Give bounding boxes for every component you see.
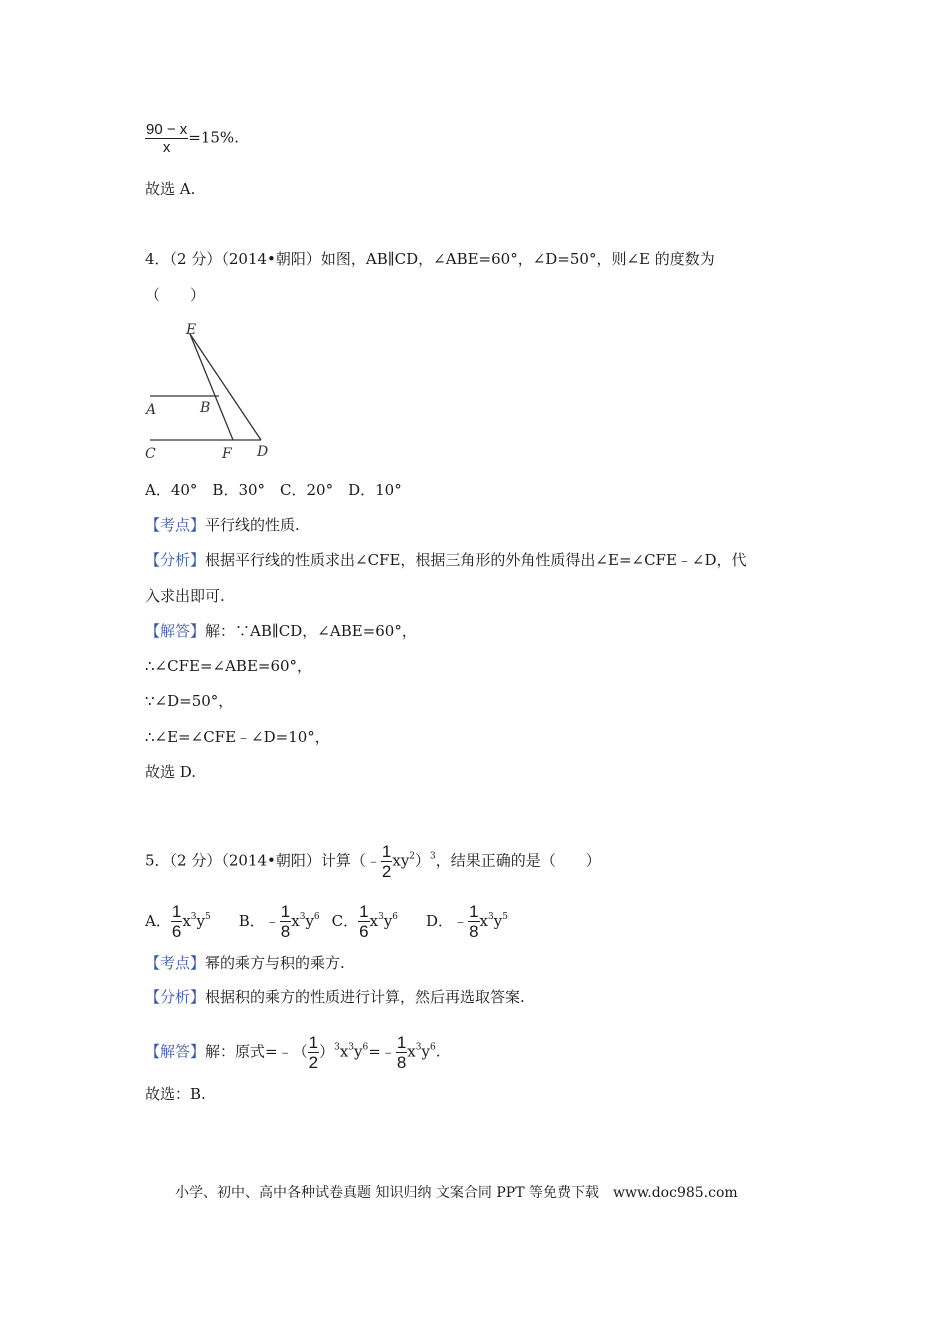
q4-answer: 故选 D.	[145, 763, 197, 781]
q3-answer: 故选 A.	[145, 180, 196, 198]
q4-step-2: ∵∠D=50°，	[145, 692, 234, 710]
q5-kaodian: 【考点】幂的乘方与积的乘方.	[145, 954, 345, 972]
q4-options: A．40° B．30° C．20° D．10°	[145, 481, 402, 499]
page-footer: 小学、初中、高中各种试卷真题 知识归纳 文案合同 PPT 等免费下载 www.doc985.com	[175, 1185, 738, 1201]
fraction: $\frac{1}{8}$	[396, 1033, 407, 1072]
q4-jieda: 【解答】解：∵AB∥CD，∠ABE=60°，	[145, 622, 417, 640]
segment-ef	[190, 334, 233, 440]
q4-geometry-figure	[140, 318, 280, 466]
q5-fenxi: 【分析】根据积的乘方的性质进行计算，然后再选取答案.	[145, 988, 525, 1006]
q4-fenxi: 【分析】根据平行线的性质求出∠CFE，根据三角形的外角性质得出∠E=∠CFE﹣∠D，代	[145, 551, 747, 569]
option-a: A． $\frac{1}{6}$ $x^3y^5$	[145, 902, 211, 941]
q4-answer-paren: （ ）	[145, 286, 206, 304]
label-c: C	[145, 446, 156, 462]
option-d: D．﹣ $\frac{1}{8}$ $x^3y^5$	[426, 902, 508, 941]
fraction: $\frac{1}{2}$	[308, 1033, 319, 1072]
q5-jieda: 【解答】解：原式=﹣（ $\frac{1}{2}$ ）$^3x^3y^6=﹣$ $\frac{1}{8}$ $x^3y^6$.	[145, 1033, 441, 1072]
option-b: B．﹣ $\frac{1}{8}$ $x^3y^6$	[238, 902, 320, 941]
q5-answer: 故选：B.	[145, 1085, 206, 1103]
q3-fraction-line: $\frac{90 - x}{x}$ =15%.	[146, 121, 239, 156]
q5-stem: 5．（2 分）（2014•朝阳）计算（﹣ $\frac{1}{2}$ $xy^2)^3$，结果正确的是（ ）	[145, 842, 601, 881]
q4-step-3: ∴∠E=∠CFE﹣∠D=10°，	[145, 728, 330, 746]
fenxi-tag: 【分析】	[145, 551, 206, 569]
fenxi-tag: 【分析】	[145, 988, 206, 1006]
option-c: C． $\frac{1}{6}$ $x^3y^6$	[331, 902, 399, 941]
fraction: $\frac{90 - x}{x}$	[146, 121, 188, 156]
q4-fenxi-cont: 入求出即可.	[145, 587, 225, 605]
q4-step-1: ∴∠CFE=∠ABE=60°，	[145, 657, 313, 675]
q5-options	[145, 903, 508, 940]
label-b: B	[200, 400, 211, 416]
jieda-tag: 【解答】	[145, 1042, 206, 1061]
kaodian-tag: 【考点】	[145, 954, 206, 972]
q4-kaodian: 【考点】平行线的性质.	[145, 516, 300, 534]
label-e: E	[186, 322, 197, 338]
label-d: D	[257, 444, 269, 460]
segment-ed	[190, 334, 261, 440]
fraction: $\frac{1}{2}$	[381, 842, 392, 881]
label-f: F	[222, 446, 232, 462]
q4-stem: 4．（2 分）（2014•朝阳）如图，AB∥CD，∠ABE=60°，∠D=50°，则∠E 的度数为	[145, 250, 715, 268]
jieda-tag: 【解答】	[145, 622, 206, 640]
kaodian-tag: 【考点】	[145, 516, 206, 534]
label-a: A	[146, 402, 157, 418]
